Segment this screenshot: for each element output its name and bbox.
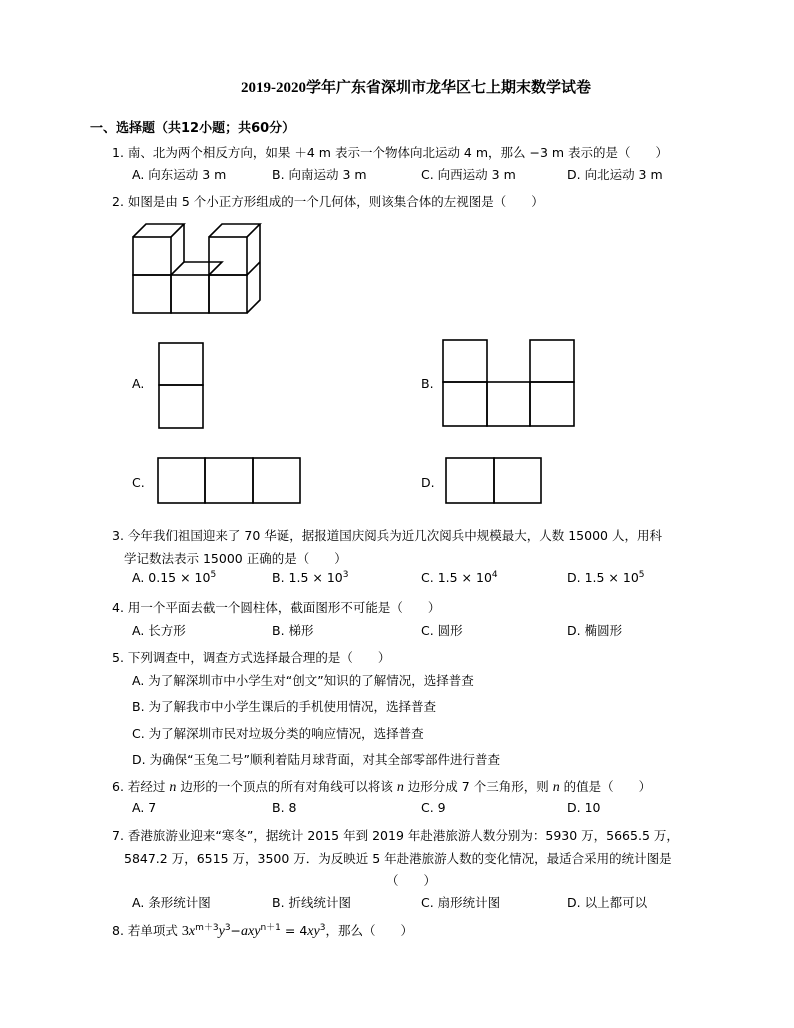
question-8-stem: 8. 若单项式 $3x^{m+3}y^3-axy^{n+1} = 4xy^3$，那么（ ） — [112, 923, 413, 940]
question-2-stem: 2. 如图是由 5 个小正方形组成的一个几何体，则该集合体的左视图是（ ） — [112, 194, 544, 209]
q2-option-b-figure — [442, 339, 578, 429]
question-7-stem-line1: 7. 香港旅游业迎来“寒冬”，据统计 2015 年到 2019 年赴港旅游人数分别为：5930 万，5665.5 万， — [112, 828, 679, 843]
q4-option-c: C. 圆形 — [421, 623, 463, 638]
q6-option-d: D. 10 — [567, 800, 601, 815]
q7-option-a: A. 条形统计图 — [132, 895, 211, 910]
q2-option-b-label: B. — [421, 376, 434, 391]
q5-option-b: B. 为了解我市中小学生课后的手机使用情况，选择普查 — [132, 699, 437, 714]
q3-option-a: A. $0.15 \times 10^5$ — [132, 570, 217, 586]
page-title: 2019-2020学年广东省深圳市龙华区七上期末数学试卷 — [241, 80, 591, 96]
q6-option-a: A. 7 — [132, 800, 157, 815]
q3-option-b: B. $1.5 \times 10^3$ — [272, 570, 349, 586]
question-5-stem: 5. 下列调查中，调查方式选择最合理的是（ ） — [112, 650, 391, 665]
q6-option-b: B. 8 — [272, 800, 297, 815]
q7-option-c: C. 扇形统计图 — [421, 895, 501, 910]
q5-option-d: D. 为确保“玉兔二号”顺利着陆月球背面，对其全部零部件进行普查 — [132, 752, 501, 767]
q2-option-a-label: A. — [132, 376, 145, 391]
question-4-stem: 4. 用一个平面去截一个圆柱体，截面图形不可能是（ ） — [112, 600, 441, 615]
question-7-stem-line2: 5847.2 万，6515 万，3500 万．为反映近 5 年赴港旅游人数的变化情况，最适合采用的统计图是 — [124, 851, 672, 866]
q6-option-c: C. 9 — [421, 800, 446, 815]
q4-option-b: B. 梯形 — [272, 623, 314, 638]
q5-option-a: A. 为了解深圳市中小学生对“创文”知识的了解情况，选择普查 — [132, 673, 474, 688]
q7-option-d: D. 以上都可以 — [567, 895, 648, 910]
q7-option-b: B. 折线统计图 — [272, 895, 352, 910]
q1-option-d: D. 向北运动 3 m — [567, 167, 663, 182]
q1-option-b: B. 向南运动 3 m — [272, 167, 367, 182]
q4-option-a: A. 长方形 — [132, 623, 186, 638]
q3-option-c: C. $1.5 \times 10^4$ — [421, 570, 498, 586]
q1-option-c: C. 向西运动 3 m — [421, 167, 516, 182]
q2-option-d-figure — [445, 457, 545, 507]
question-6-stem: 6. 若经过 n 边形的一个顶点的所有对角线可以将该 n 边形分成 7 个三角形，则 n 的值是（ ） — [112, 779, 652, 795]
q3-option-d: D. $1.5 \times 10^5$ — [567, 570, 645, 586]
q2-option-d-label: D. — [421, 475, 435, 490]
q2-option-a-figure — [158, 342, 206, 432]
solid-figure-diagram — [132, 222, 272, 327]
question-7-answer-paren: （ ） — [386, 873, 437, 888]
q2-option-c-label: C. — [132, 475, 145, 490]
question-3-stem-line1: 3. 今年我们祖国迎来了 70 华诞，据报道国庆阅兵为近几次阅兵中规模最大，人数 15000 人，用科 — [112, 528, 662, 543]
q5-option-c: C. 为了解深圳市民对垃圾分类的响应情况，选择普查 — [132, 726, 424, 741]
question-1-stem: 1. 南、北为两个相反方向，如果 ＋4 m 表示一个物体向北运动 4 m，那么 −3 m 表示的是（ ） — [112, 145, 669, 160]
question-3-stem-line2: 学记数法表示 15000 正确的是（ ） — [124, 551, 347, 566]
section-heading: 一、选择题（共12小题；共60分） — [90, 121, 296, 136]
q2-option-c-figure — [157, 457, 303, 507]
q4-option-d: D. 椭圆形 — [567, 623, 623, 638]
q1-option-a: A. 向东运动 3 m — [132, 167, 227, 182]
